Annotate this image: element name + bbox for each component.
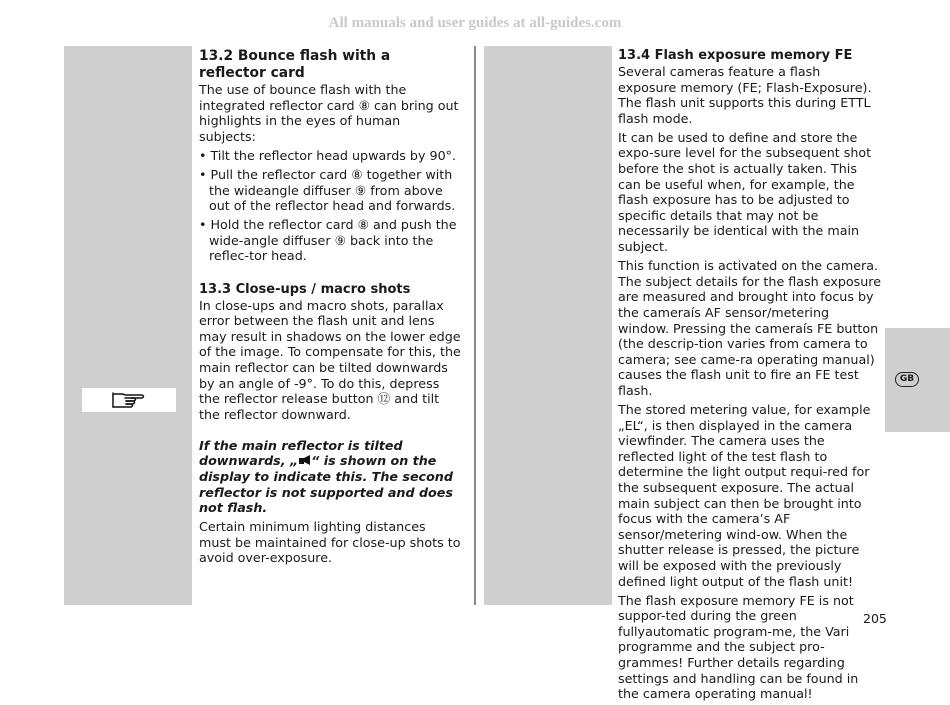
section-heading-13-2: 13.2 Bounce flash with a reflector card	[199, 48, 391, 81]
pointing-hand-icon	[82, 388, 176, 412]
note-text-part-b: “ is shown on the display to indicate this. The second reflector is not supported and does not flash.	[199, 453, 453, 516]
page-number: 205	[863, 611, 887, 626]
paragraph: The stored metering value, for example „EL“, is then displayed in the camera viewfinder. The camera uses the reflected light of the test flash to determine the light output requi-red for the subsequent exposure. The actual main subject can then be brought into focus with the camera’s AF sensor/metering wind-ow. When the shutter release is pressed, the picture will be exposed with the previously defined light output of the flash unit!	[618, 401, 871, 589]
right-column	[618, 46, 882, 705]
note-text-part-a: If the main reflector is tilted downwards, „	[199, 437, 403, 469]
bullet-item: • Hold the reflector card ⑧ and push the wide-angle diffuser ⑨ back into the reflec-tor head.	[199, 217, 457, 264]
reflector-tilt-icon	[298, 454, 311, 466]
paragraph: The flash exposure memory FE is not suppor-ted during the green fullyautomatic program-me, the Vari programme and the subject pro-grammes! Further details regarding settings and handling can be found in the camera operating manual!	[618, 592, 859, 702]
bullet-item: • Pull the reflector card ⑧ together with the wideangle diffuser ⑨ from above out of the reflector head and forwards.	[199, 166, 456, 214]
section-heading-13-4: 13.4 Flash exposure memory FE	[618, 48, 853, 63]
language-badge: GB	[895, 372, 919, 387]
paragraph: Several cameras feature a flash exposure memory (FE; Flash-Exposure). The flash unit supports this during ETTL flash mode.	[618, 64, 872, 126]
paragraph: This function is activated on the camera. The subject details for the flash exposure are measured and brought into focus by the cameraís AF sensor/metering window. Pressing the cameraís FE button (the descrip-tion varies from camera to camera; see came-ra operating manual) causes the flash unit to fire an FE test flash.	[618, 258, 882, 398]
section-heading-13-3: 13.3 Close-ups / macro shots	[199, 281, 411, 297]
paragraph: It can be used to define and store the expo-sure level for the subsequent shot before the shot is actually taken. This can be useful when, for example, the flash exposure has to be adjusted to specific details that may not be necessarily be identical with the main subject.	[618, 129, 872, 255]
right-margin-bar	[484, 46, 612, 605]
paragraph: The use of bounce flash with the integrated reflector card ⑧ can bring out highlights in the eyes of human subjects:	[199, 82, 459, 144]
paragraph: In close-ups and macro shots, parallax error between the flash unit and lens may result in shadows on the lower edge of the image. To compensate for this, the main reflector can be tilted downwards by an angle of -9°. To do this, depress the reflector release button ⑫ and tilt the reflector downward.	[199, 297, 461, 422]
note-text	[199, 438, 461, 516]
note-marker	[82, 388, 176, 412]
column-divider	[474, 46, 476, 605]
watermark: All manuals and user guides at all-guides.com	[328, 15, 622, 31]
paragraph: Certain minimum lighting distances must be maintained for close-up shots to avoid over-exposure.	[199, 519, 461, 566]
left-margin-bar	[64, 46, 192, 605]
bullet-item: • Tilt the reflector head upwards by 90°.	[199, 147, 457, 163]
left-column	[199, 46, 461, 570]
